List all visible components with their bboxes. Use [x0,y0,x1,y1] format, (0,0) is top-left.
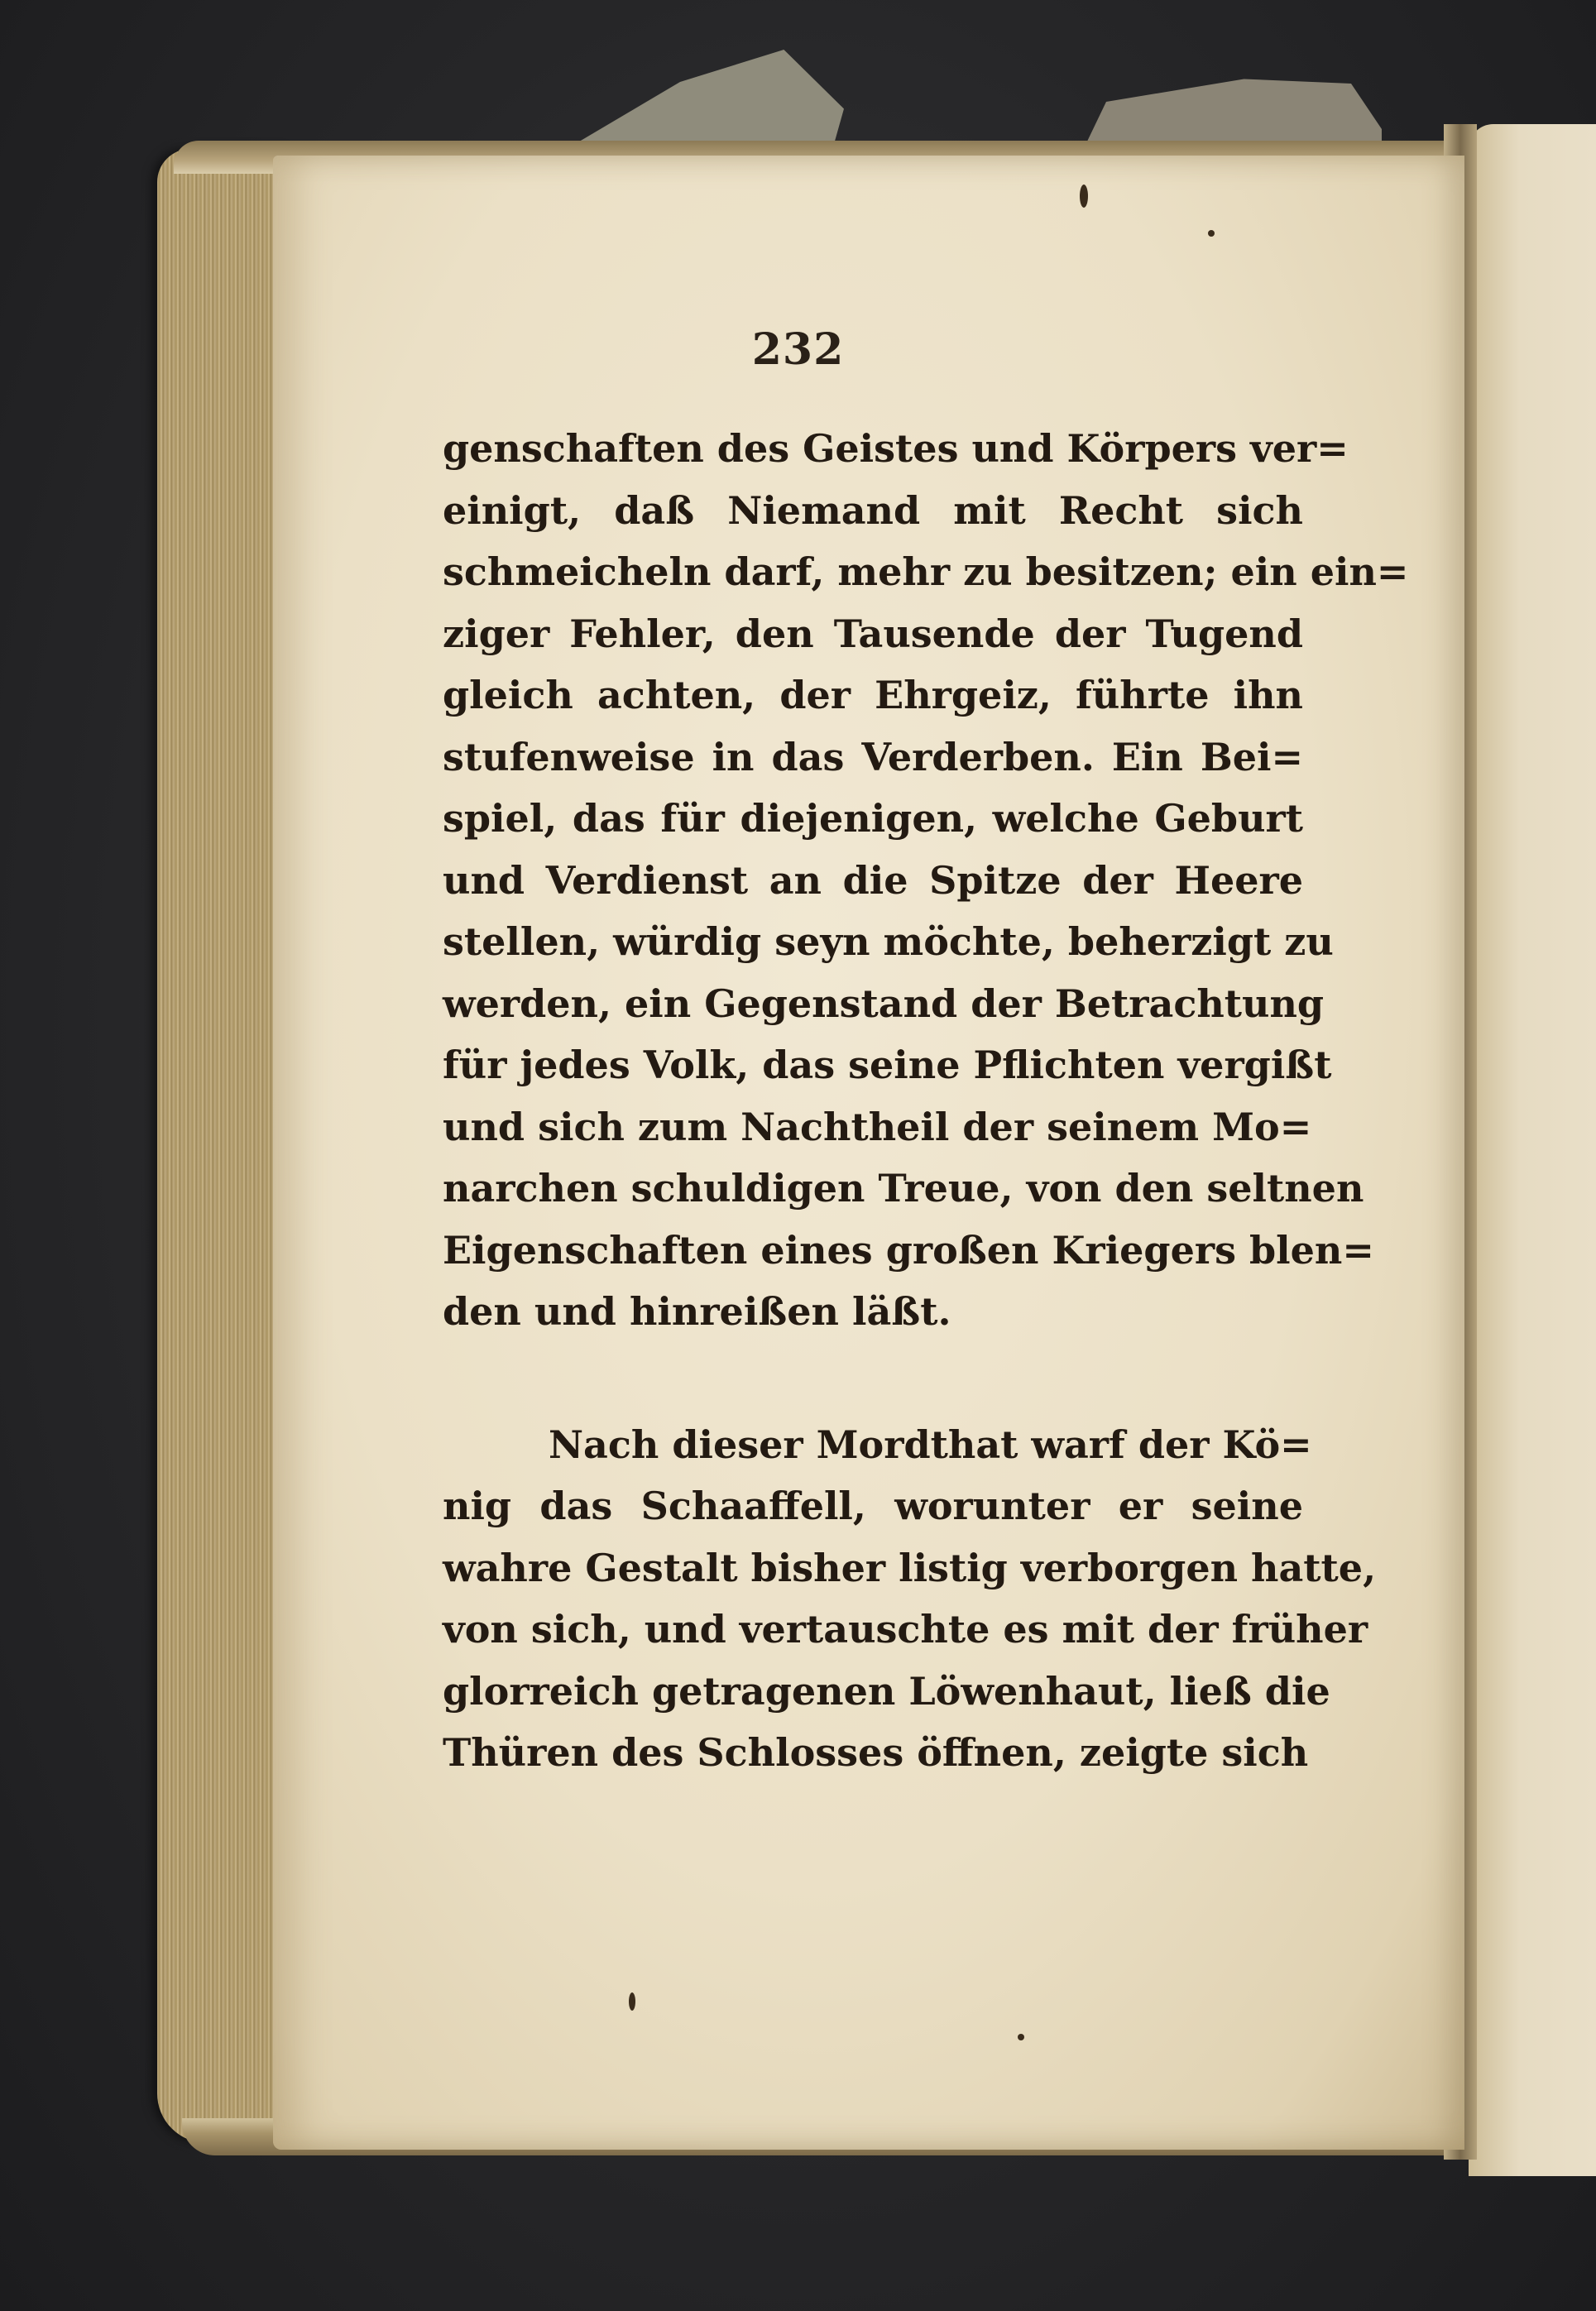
text-line: einigt, daß Niemand mit Recht sich [443,487,1303,533]
text-line: und Verdienst an die Spitze der Heere [443,857,1303,903]
text-line: stufenweise in das Verderben. Ein Bei= [443,734,1303,779]
page-number: 232 [751,324,845,375]
text-line: nig das Schaaffell, worunter er seine [443,1484,1303,1528]
text-line: glorreich getragenen Löwenhaut, ließ die [443,1668,1330,1714]
text-line: für jedes Volk, das seine Pflichten vergißt [443,1043,1332,1087]
facing-page [1469,124,1596,2176]
text-line: stellen, würdig seyn möchte, beherzigt zu [443,919,1334,964]
ink-speck [1208,230,1215,237]
text-line: ziger Fehler, den Tausende der Tugend [443,611,1303,656]
ink-speck [1018,2034,1024,2040]
text-line: narchen schuldigen Treue, von den seltnen [443,1166,1364,1211]
text-line: genschaften des Geistes und Körpers ver= [443,426,1349,471]
paragraph-gap [443,1343,1303,1414]
text-line: Thüren des Schlosses öffnen, zeigte sich [443,1730,1309,1775]
text-line: von sich, und vertauschte es mit der früher [443,1607,1368,1652]
ink-speck [629,1992,635,2011]
page-text [443,418,1409,1784]
text-line: Eigenschaften eines großen Kriegers blen= [443,1227,1374,1273]
page-edges [157,149,290,2143]
text-line: gleich achten, der Ehrgeiz, führte ihn [443,673,1303,717]
text-line: und sich zum Nachtheil der seinem Mo= [443,1104,1312,1149]
text-line: Nach dieser Mordthat warf der Kö= [549,1422,1312,1467]
text-line: schmeicheln darf, mehr zu besitzen; ein ein= [443,549,1409,594]
text-line: spiel, das für diejenigen, welche Geburt [443,796,1303,841]
ink-speck [1080,185,1088,208]
text-line: wahre Gestalt bisher listig verborgen hatte, [443,1545,1377,1590]
text-line: den und hinreißen läßt. [443,1289,951,1334]
text-line: werden, ein Gegenstand der Betrachtung [443,980,1325,1026]
